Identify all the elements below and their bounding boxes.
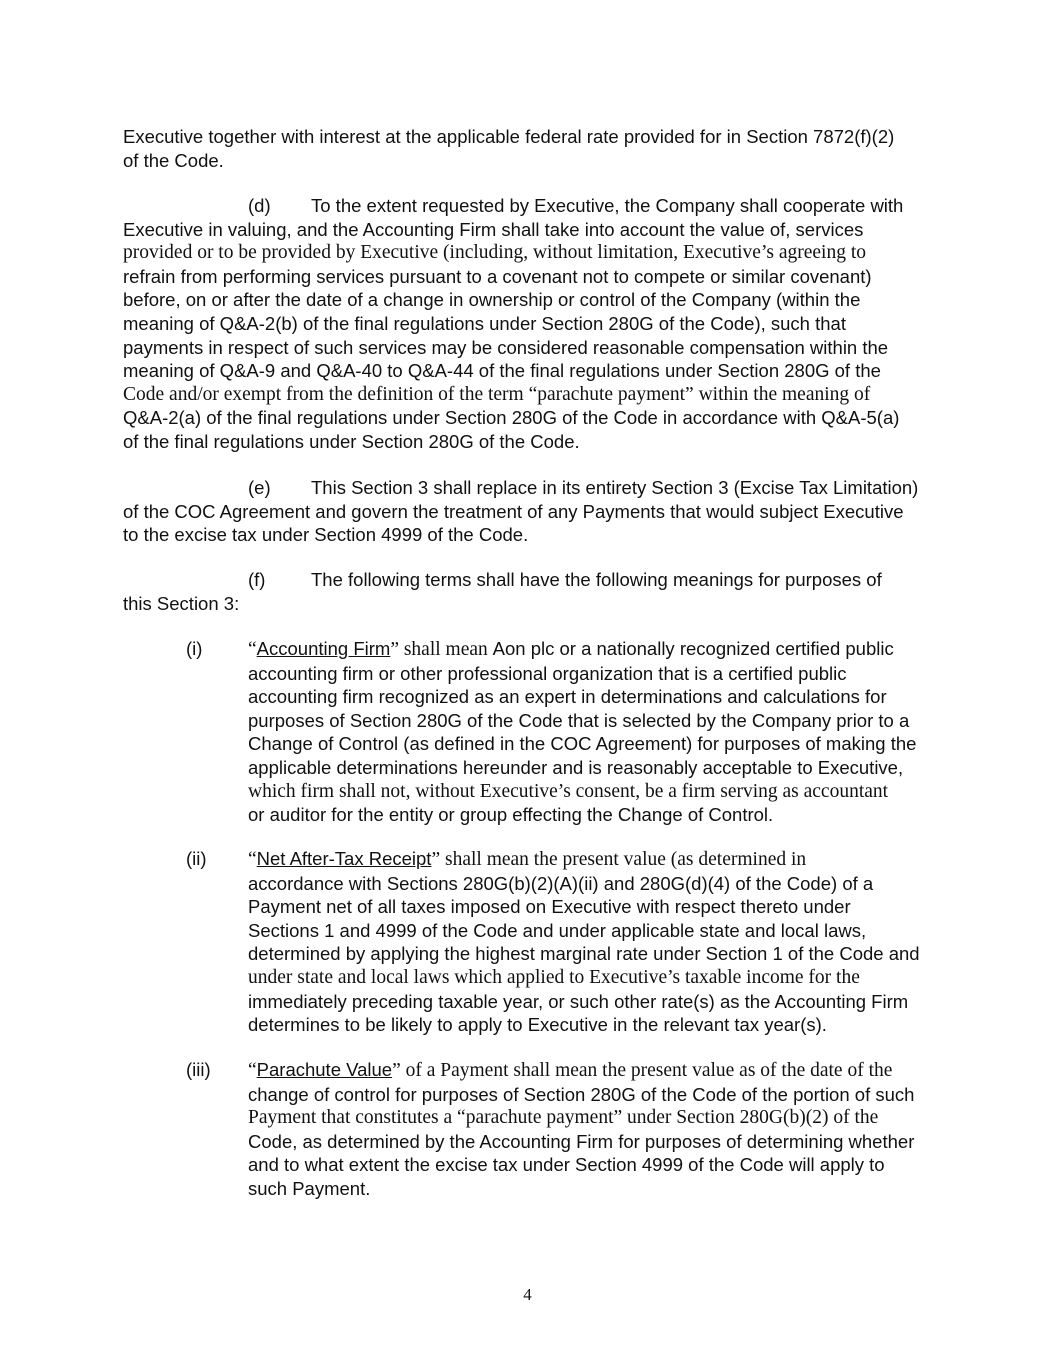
intro-paragraph: [123, 125, 943, 172]
definition-line: applicable determinations hereunder and is reasonably acceptable to Executive,: [248, 756, 904, 778]
definition-line: accounting firm recognized as an expert in determinations and calculations for: [248, 686, 887, 708]
definition-line: accordance with Sections 280G(b)(2)(A)(ii) and 280G(d)(4) of the Code) of a: [248, 872, 874, 894]
definition-number: (i): [186, 638, 203, 659]
paragraph-marker: (e): [248, 477, 271, 498]
page-number: 4: [523, 1285, 532, 1304]
defined-term: Accounting Firm: [256, 638, 391, 659]
definition-line: Payment net of all taxes imposed on Executive with respect thereto under: [248, 896, 851, 918]
definition-line: determined by applying the highest marginal rate under Section 1 of the Code and: [248, 943, 920, 965]
paragraph-first-line: [123, 194, 943, 218]
paragraph-line: The following terms shall have the following meanings for purposes of: [311, 569, 882, 590]
paragraph-line: This Section 3 shall replace in its entirety Section 3 (Excise Tax Limitation): [311, 477, 919, 498]
open-quote: “: [248, 849, 257, 870]
paragraph-first-line: [123, 476, 943, 500]
paragraph-line: refrain from performing services pursuant to a covenant not to compete or similar covenant): [123, 265, 872, 287]
paragraph-d: [123, 194, 943, 454]
defined-term: Parachute Value: [256, 1059, 393, 1080]
paragraph-marker: (f): [248, 569, 266, 590]
definition-number: (iii): [186, 1059, 211, 1080]
definition-accounting-firm: [186, 637, 946, 827]
open-quote: “: [248, 1060, 257, 1081]
definition-first-line: [248, 637, 938, 662]
paragraph-line: provided or to be provided by Executive (including, without limitation, Executive’s agreeing to: [123, 242, 866, 264]
close-quote: ”: [390, 639, 399, 660]
paragraph-line: Code and/or exempt from the definition of the term “parachute payment” within the meaning of: [123, 383, 871, 405]
definition-lead: shall mean the present value (as determined in: [440, 849, 807, 870]
paragraph-line: this Section 3:: [123, 592, 240, 614]
definition-line: purposes of Section 280G of the Code that is selected by the Company prior to a: [248, 709, 910, 731]
definition-number: (ii): [186, 848, 207, 869]
paragraph-line: payments in respect of such services may be considered reasonable compensation within the: [123, 336, 889, 358]
definition-line: under state and local laws which applied to Executive’s taxable income for the: [248, 966, 860, 988]
definition-line: Change of Control (as defined in the COC Agreement) for purposes of making the: [248, 733, 917, 755]
definition-line: immediately preceding taxable year, or such other rate(s) as the Accounting Firm: [248, 990, 909, 1012]
defined-term: Net After-Tax Receipt: [256, 848, 432, 869]
definition-line: Aon plc or a nationally recognized certified public: [492, 638, 894, 659]
definition-line: Sections 1 and 4999 of the Code and under applicable state and local laws,: [248, 919, 867, 941]
intro-line: Executive together with interest at the applicable federal rate provided for in Section 7872(f)(2): [123, 126, 895, 147]
paragraph-e: [123, 476, 943, 547]
paragraph-line: Executive in valuing, and the Accounting Firm shall take into account the value of, services: [123, 218, 864, 240]
definition-line: Code, as determined by the Accounting Firm for purposes of determining whether: [248, 1130, 915, 1152]
paragraph-f: [123, 568, 943, 615]
paragraph-line: of the COC Agreement and govern the treatment of any Payments that would subject Executive: [123, 500, 904, 522]
paragraph-marker: (d): [248, 195, 271, 216]
definition-lead: shall mean: [398, 639, 493, 660]
definition-line: which firm shall not, without Executive’s consent, be a firm serving as accountant: [248, 780, 889, 802]
close-quote: ”: [392, 1060, 401, 1081]
definition-line: such Payment.: [248, 1177, 371, 1199]
definition-first-line: [248, 847, 938, 872]
paragraph-line: Q&A-2(a) of the final regulations under Section 280G of the Code in accordance with Q&A-5(a): [123, 407, 900, 429]
definition-first-line: [248, 1058, 938, 1083]
definition-net-after-tax-receipt: [186, 847, 946, 1037]
paragraph-line: meaning of Q&A-2(b) of the final regulations under Section 280G of the Code), such that: [123, 312, 846, 334]
definition-line: and to what extent the excise tax under Section 4999 of the Code will apply to: [248, 1154, 885, 1176]
definition-line: accounting firm or other professional organization that is a certified public: [248, 662, 847, 684]
definition-line: determines to be likely to apply to Executive in the relevant tax year(s).: [248, 1014, 827, 1036]
definition-line: or auditor for the entity or group effecting the Change of Control.: [248, 804, 774, 826]
definition-line: change of control for purposes of Section 280G of the Code of the portion of such: [248, 1083, 915, 1105]
paragraph-line: meaning of Q&A-9 and Q&A-40 to Q&A-44 of the final regulations under Section 280G of the: [123, 360, 881, 382]
definition-line: Payment that constitutes a “parachute payment” under Section 280G(b)(2) of the: [248, 1107, 879, 1129]
paragraph-line: of the final regulations under Section 280G of the Code.: [123, 430, 580, 452]
paragraph-line: to the excise tax under Section 4999 of the Code.: [123, 524, 529, 546]
intro-line: of the Code.: [123, 149, 224, 171]
paragraph-line: before, on or after the date of a change in ownership or control of the Company (within the: [123, 289, 861, 311]
close-quote: ”: [431, 849, 441, 870]
paragraph-line: To the extent requested by Executive, the Company shall cooperate with: [311, 195, 904, 216]
paragraph-first-line: [123, 568, 943, 592]
open-quote: “: [248, 639, 257, 660]
definition-parachute-value: [186, 1058, 946, 1201]
definition-lead: of a Payment shall mean the present value as of the date of the: [400, 1060, 893, 1081]
